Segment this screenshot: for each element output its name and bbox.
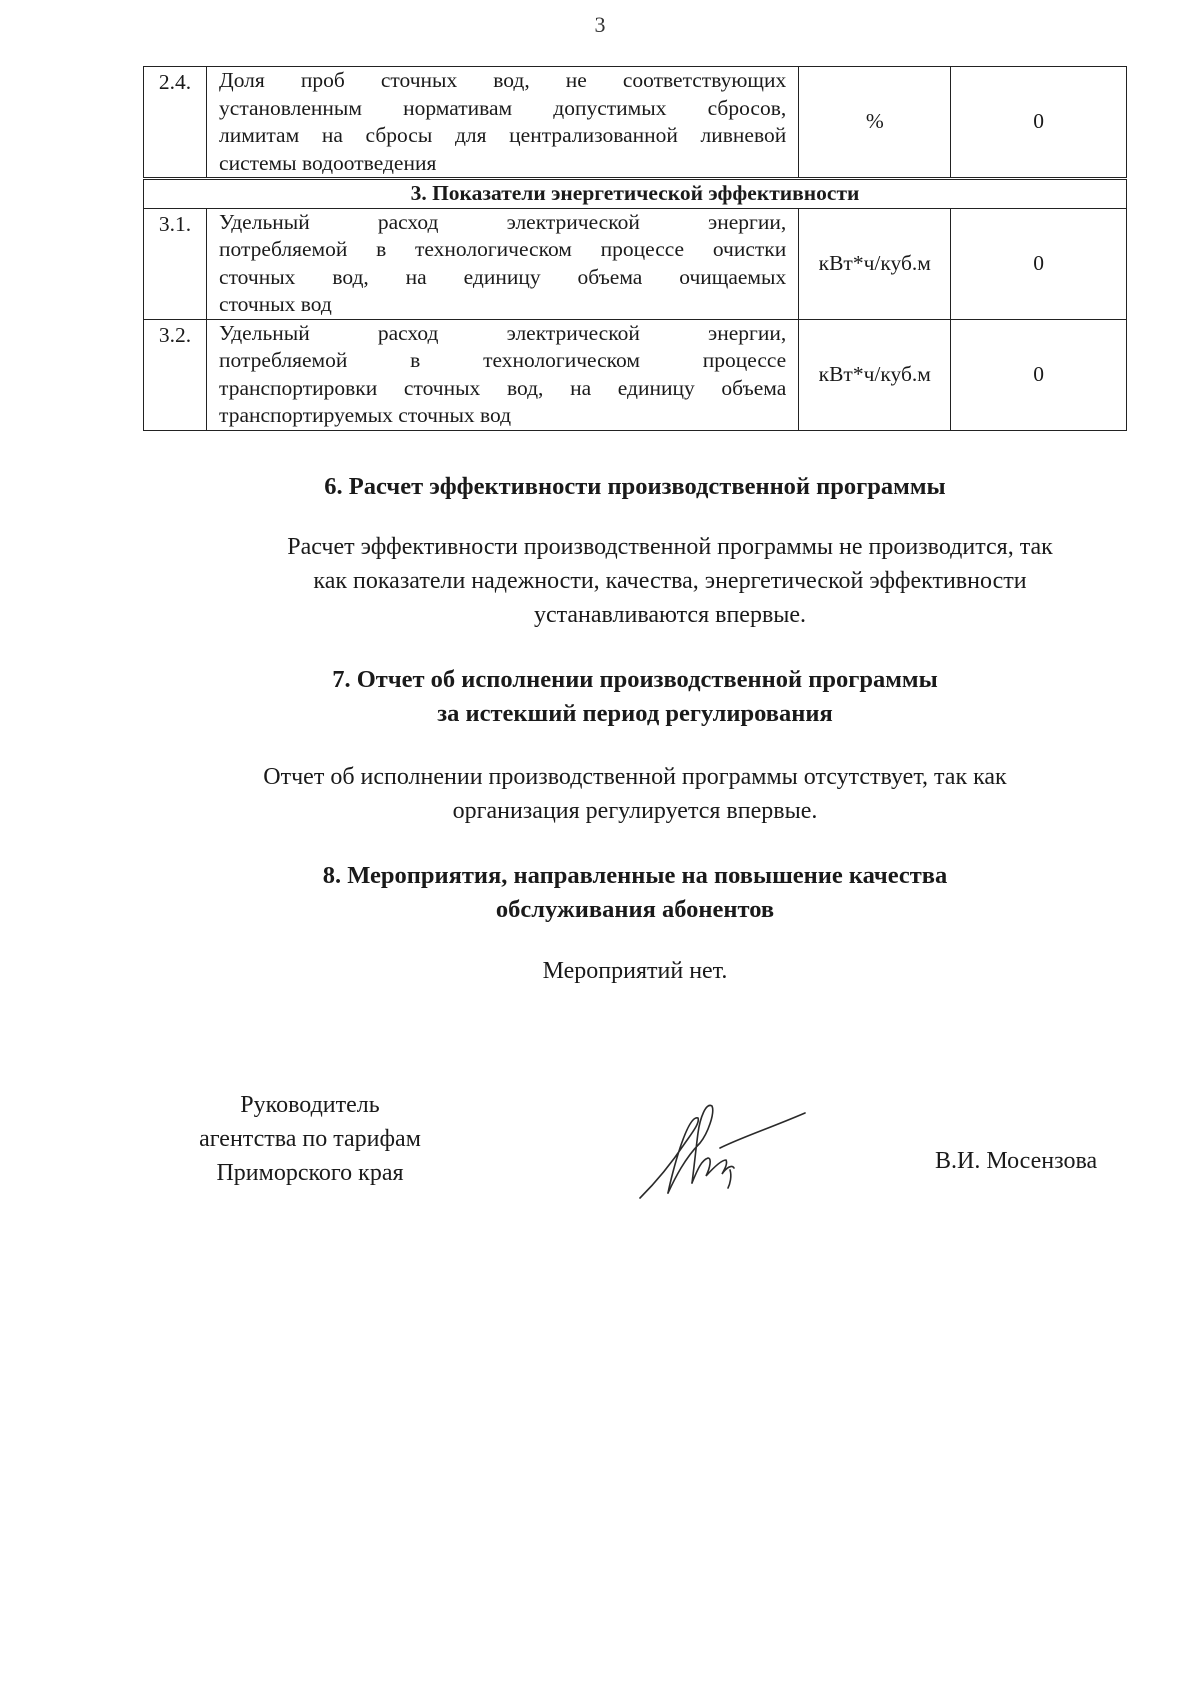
section-7-heading-line: за истекший период регулирования <box>437 700 833 727</box>
table-section-title: 3. Показатели энергетической эффективности <box>144 179 1127 209</box>
row-number: 2.4. <box>144 67 207 179</box>
indicator-description <box>207 208 799 319</box>
page-number: 3 <box>594 12 606 37</box>
section-7-text <box>160 760 1110 828</box>
row-number: 3.2. <box>144 319 207 430</box>
section-6-line: как показатели надежности, качества, энергетической эффективности <box>313 568 1027 594</box>
handwritten-signature <box>630 1088 840 1208</box>
section-8-heading-line: обслуживания абонентов <box>495 896 775 923</box>
indicator-description-line: транспортировки сточных вод, на единицу объема <box>219 375 787 400</box>
indicator-description-line: потребляемой в технологическом процессе очистки <box>219 237 787 261</box>
table-row <box>144 67 1127 179</box>
section-7-line: Отчет об исполнении производственной программы отсутствует, так как <box>263 764 1007 790</box>
table-row <box>144 319 1127 430</box>
indicator-description <box>207 319 799 430</box>
indicator-description-line: Доля проб сточных вод, не соответствующих <box>219 68 787 92</box>
signatory-position <box>160 1088 460 1190</box>
indicator-value: 0 <box>951 208 1127 319</box>
indicators-table <box>143 66 1127 431</box>
indicator-description-line: сточных вод, на единицу объема очищаемых <box>219 264 787 289</box>
section-7-heading-line: 7. Отчет об исполнении производственной программы <box>332 666 938 693</box>
indicator-description-line: потребляемой в технологическом процессе <box>219 348 787 372</box>
signatory-name: В.И. Мосензова <box>935 1148 1098 1174</box>
indicator-description-line: Удельный расход электрической энергии, <box>219 209 787 234</box>
indicator-description-line: системы водоотведения <box>219 150 437 175</box>
indicator-unit: кВт*ч/куб.м <box>799 319 951 430</box>
section-6-line: устанавливаются впервые. <box>533 602 807 628</box>
indicator-value: 0 <box>951 67 1127 179</box>
section-8-text: Мероприятий нет. <box>542 958 728 984</box>
indicator-description-line: сточных вод <box>219 292 332 316</box>
section-8-heading <box>0 859 1200 927</box>
indicator-unit: кВт*ч/куб.м <box>799 208 951 319</box>
signatory-position-line: Руководитель <box>240 1092 380 1118</box>
indicator-description-line: транспортируемых сточных вод <box>219 403 512 427</box>
signatory-position-line: Приморского края <box>216 1160 404 1186</box>
table-row <box>144 208 1127 319</box>
section-7-heading <box>0 663 1200 731</box>
section-8-heading-line: 8. Мероприятия, направленные на повышение качества <box>322 862 948 889</box>
table-section-row <box>144 179 1127 209</box>
indicator-description <box>207 67 799 179</box>
indicator-unit: % <box>799 67 951 179</box>
section-6-heading: 6. Расчет эффективности производственной программы <box>324 473 946 500</box>
indicator-description-line: лимитам на сбросы для централизованной ливневой <box>219 123 787 147</box>
indicator-value: 0 <box>951 319 1127 430</box>
row-number: 3.1. <box>144 208 207 319</box>
section-7-line: организация регулируется впервые. <box>452 798 818 824</box>
indicator-description-line: установленным нормативам допустимых сбросов, <box>219 95 787 120</box>
signatory-position-line: агентства по тарифам <box>199 1126 421 1152</box>
section-6-line: Расчет эффективности производственной программы не производится, так <box>287 534 1053 560</box>
section-6-text <box>195 530 1145 632</box>
indicators-table-body <box>144 67 1127 431</box>
indicator-description-line: Удельный расход электрической энергии, <box>219 320 787 345</box>
